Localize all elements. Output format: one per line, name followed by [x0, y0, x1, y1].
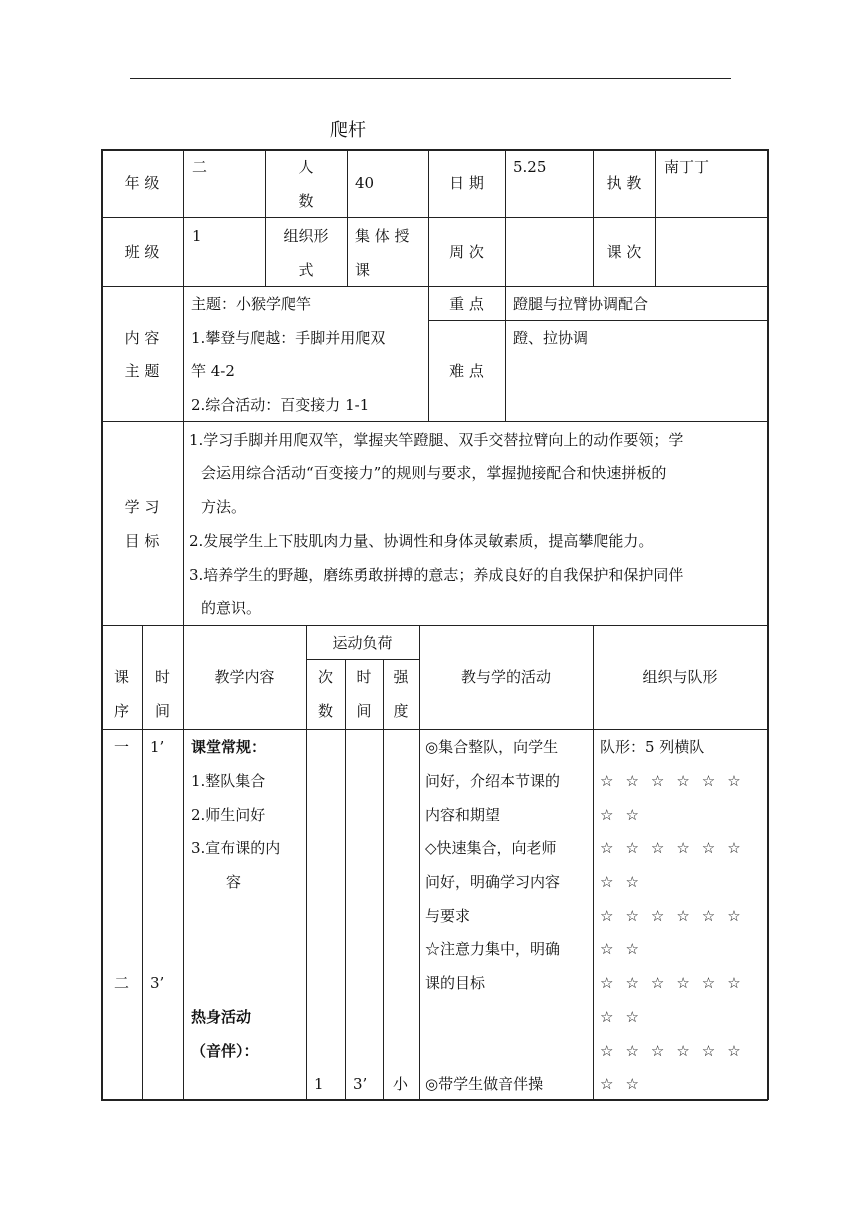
duration-header-2: 间	[356, 702, 372, 720]
activity-line: ◎集合整队，向学生	[425, 738, 559, 756]
header-rule	[130, 78, 731, 79]
intensity-header-1: 强	[393, 668, 409, 686]
star-row: ☆☆☆☆☆☆	[600, 907, 753, 925]
load-header: 运动负荷	[332, 634, 393, 652]
star-row: ☆☆	[600, 940, 651, 958]
content-warmup-sub: （音伴）：	[191, 1042, 259, 1060]
star-row: ☆☆☆☆☆☆	[600, 772, 753, 790]
grade-value: 二	[192, 158, 208, 176]
content-item: 容	[226, 873, 242, 891]
org-label-2: 式	[298, 261, 314, 279]
times-header-1: 次	[317, 668, 333, 686]
content-header: 教学内容	[214, 668, 275, 686]
load-times: 1	[314, 1075, 324, 1093]
goal-line: 会运用综合活动“百变接力”的规则与要求，掌握抛接配合和快速拼板的	[201, 464, 667, 482]
difficulty-value: 蹬、拉协调	[513, 329, 589, 347]
content-label-1: 内 容	[124, 329, 160, 347]
time-header-1: 时	[154, 668, 170, 686]
content-line: 1.攀登与爬越：手脚并用爬双	[191, 329, 386, 347]
formation-label: 队形：5 列横队	[600, 738, 705, 756]
goal-line: 1.学习手脚并用爬双竿，掌握夹竿蹬腿、双手交替拉臂向上的动作要领；学	[189, 431, 684, 449]
count-label-2: 数	[298, 192, 314, 210]
intensity-header-2: 度	[393, 702, 409, 720]
time-2: 3’	[150, 974, 165, 992]
activity-line: 问好，介绍本节课的	[425, 772, 561, 790]
date-value: 5.25	[513, 158, 547, 176]
content-item: 2.师生问好	[191, 806, 266, 824]
difficulty-label: 难 点	[449, 362, 484, 380]
star-row: ☆☆☆☆☆☆	[600, 974, 753, 992]
count-label-1: 人	[298, 158, 314, 176]
activity-line: ☆注意力集中，明确	[425, 940, 561, 958]
page-title: 爬杆	[330, 120, 366, 141]
activity-line: ◇快速集合，向老师	[425, 839, 557, 857]
content-line: 竿 4-2	[191, 362, 235, 380]
org-value-2: 课	[355, 261, 371, 279]
org-header: 组织与队形	[642, 668, 718, 686]
seq-1: 一	[113, 738, 129, 756]
goal-line: 3.培养学生的野趣，磨练勇敢拼搏的意志；养成良好的自我保护和保护同伴	[189, 566, 684, 584]
star-row: ☆☆	[600, 1075, 651, 1093]
seq-2: 二	[113, 974, 129, 992]
content-warmup-title: 热身活动	[191, 1008, 252, 1026]
week-label: 周 次	[449, 243, 484, 261]
content-item: 3.宣布课的内	[191, 839, 281, 857]
activity-line: 课的目标	[425, 974, 486, 992]
activity-line: ◎带学生做音伴操	[425, 1075, 544, 1093]
teacher-label: 执 教	[606, 174, 642, 192]
content-item: 1.整队集合	[191, 772, 266, 790]
goal-line: 2.发展学生上下肢肌肉力量、协调性和身体灵敏素质，提高攀爬能力。	[189, 532, 654, 550]
load-intensity: 小	[393, 1075, 409, 1093]
date-label: 日 期	[449, 174, 484, 192]
time-header-2: 间	[154, 702, 170, 720]
activity-line: 与要求	[425, 907, 471, 925]
count-value: 40	[355, 174, 375, 192]
content-line: 2.综合活动：百变接力 1-1	[191, 396, 370, 414]
content-label-2: 主 题	[124, 362, 160, 380]
star-row: ☆☆☆☆☆☆	[600, 1042, 753, 1060]
star-row: ☆☆	[600, 1008, 651, 1026]
seq-header-2: 序	[113, 702, 129, 720]
star-row: ☆☆☆☆☆☆	[600, 839, 753, 857]
duration-header-1: 时	[356, 668, 372, 686]
content-line: 主题：小猴学爬竿	[191, 295, 312, 313]
activity-header: 教与学的活动	[460, 668, 551, 686]
star-row: ☆☆	[600, 806, 651, 824]
class-value: 1	[192, 227, 202, 245]
goals-label-2: 目 标	[124, 532, 160, 550]
star-row: ☆☆	[600, 873, 651, 891]
grade-label: 年 级	[124, 174, 160, 192]
content-routine-title: 课堂常规：	[191, 738, 267, 756]
lesson-label: 课 次	[606, 243, 642, 261]
key-value: 蹬腿与拉臂协调配合	[513, 295, 649, 313]
seq-header-1: 课	[113, 668, 129, 686]
org-value-1: 集 体 授	[355, 227, 410, 245]
times-header-2: 数	[317, 702, 333, 720]
org-label-1: 组织形	[283, 227, 329, 245]
goal-line: 方法。	[201, 498, 247, 516]
time-1: 1’	[150, 738, 165, 756]
load-duration: 3’	[353, 1075, 368, 1093]
goal-line: 的意识。	[201, 599, 262, 617]
key-label: 重 点	[449, 295, 484, 313]
class-label: 班 级	[124, 243, 160, 261]
activity-line: 内容和期望	[425, 806, 501, 824]
teacher-value: 南丁丁	[664, 158, 710, 176]
goals-label-1: 学 习	[124, 498, 160, 516]
activity-line: 问好，明确学习内容	[425, 873, 561, 891]
